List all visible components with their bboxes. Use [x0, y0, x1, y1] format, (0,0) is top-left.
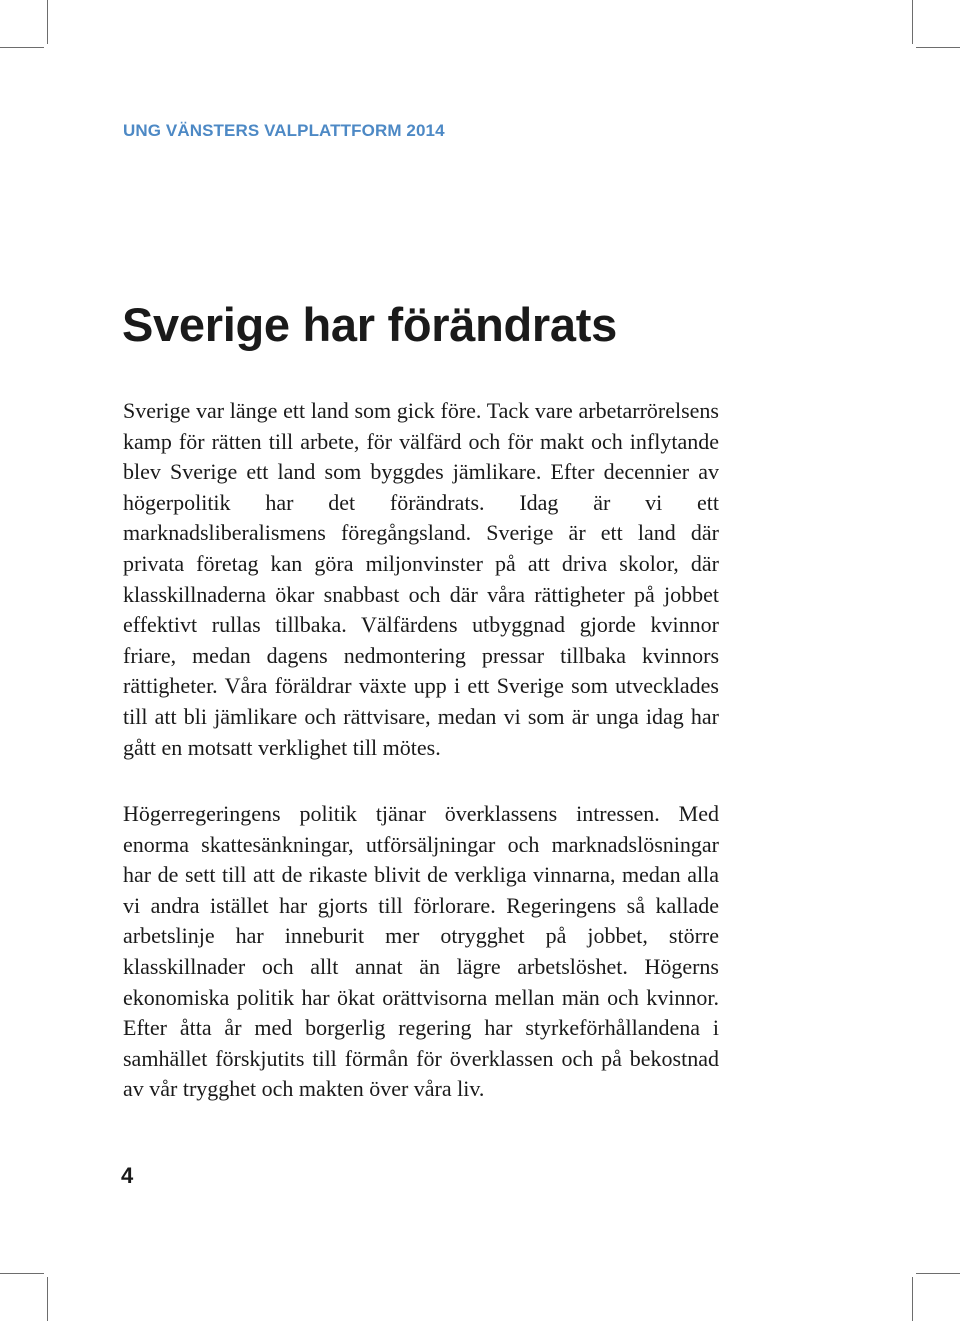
crop-mark-bottom-right-vertical — [912, 1277, 913, 1321]
body-paragraph-1 — [123, 396, 719, 763]
crop-mark-bottom-right-horizontal — [916, 1273, 960, 1274]
crop-mark-top-right-horizontal — [916, 47, 960, 48]
crop-mark-top-left-horizontal — [0, 47, 44, 48]
crop-mark-bottom-left-horizontal — [0, 1273, 44, 1274]
section-title: Sverige har förändrats — [122, 298, 617, 351]
paragraph-text: Sverige var länge ett land som gick före. Tack vare arbetarrörelsens kamp för rätten till arbete, för välfärd och för makt och inflytande blev Sverige ett land som byggdes jämlikare. Efter decennier av högerpolitik har det förändrats. Idag är vi ett marknadsliberalismens föregångsland. Sverige är ett land där privata företag kan göra miljonvinster på att driva skolor, där klasskillnaderna ökar snabbast och där våra rättigheter på jobbet effektivt rullas tillbaka. Välfärdens utbyggnad gjorde kvinnor friare, medan dagens nedmontering pressar tillbaka kvinnors rättigheter. Våra föräldrar växte upp i ett Sverige som utvecklades till att bli jämlikare och rättvisare, medan vi som är unga idag har gått en motsatt verklighet till mötes. — [123, 398, 719, 760]
crop-mark-bottom-left-vertical — [47, 1277, 48, 1321]
body-paragraph-2 — [123, 799, 719, 1105]
crop-mark-top-left-vertical — [47, 0, 48, 44]
running-header: UNG VÄNSTERS VALPLATTFORM 2014 — [123, 121, 445, 140]
paragraph-text: Högerregeringens politik tjänar överklassens intressen. Med enorma skattesänkningar, utförsäljningar och marknadslösningar har de sett till att de rikaste blivit de verkliga vinnarna, medan alla vi andra istället har gjorts till förlorare. Regeringens så kallade arbetslinje har inneburit mer otrygghet på jobbet, större klasskillnader och allt annat än lägre arbetslöshet. Högerns ekonomiska politik har ökat orättvisorna mellan män och kvinnor. Efter åtta år med borgerlig regering har styrkeförhållandena i samhället förskjutits till förmån för överklassen och på bekostnad av vår trygghet och makten över våra liv. — [123, 801, 719, 1102]
crop-mark-top-right-vertical — [912, 0, 913, 44]
page-number: 4 — [121, 1163, 134, 1188]
